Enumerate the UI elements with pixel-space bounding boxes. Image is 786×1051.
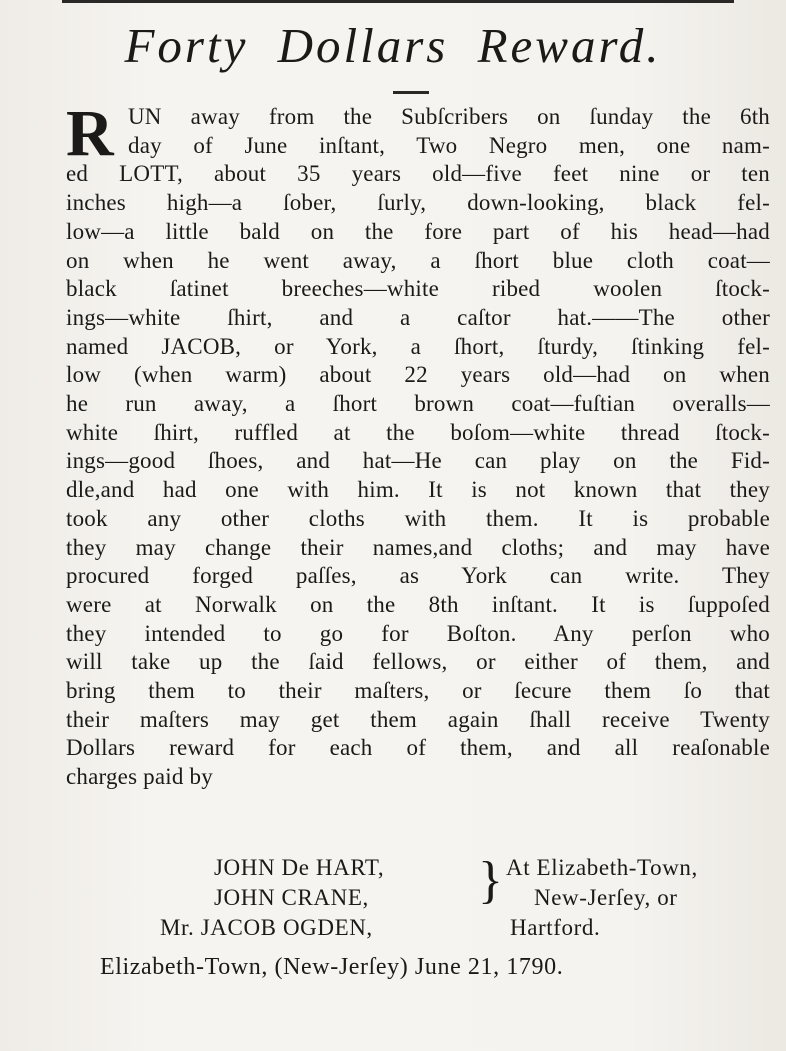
place-new-jersey: New-Jerſey, or bbox=[534, 885, 678, 910]
body-line: on when he went away, a ſhort blue cloth coat— bbox=[66, 247, 770, 273]
title-rule bbox=[393, 91, 429, 94]
body-line: black ſatinet breeches—white ribed woolen ſtock- bbox=[66, 276, 770, 302]
body-line: white ſhirt, ruffled at the boſom—white thread ſtock- bbox=[66, 419, 770, 445]
signer-ogden: Mr. JACOB OGDEN, bbox=[160, 915, 373, 940]
body-line: day of June inſtant, Two Negro men, one nam- bbox=[128, 132, 770, 158]
body-line: ings—good ſhoes, and hat—He can play on the Fid- bbox=[66, 448, 770, 474]
body-line: low (when warm) about 22 years old—had on when bbox=[66, 362, 770, 388]
signer-crane: JOHN CRANE, bbox=[214, 885, 369, 910]
body-line: dle,and had one with him. It is not known that they bbox=[66, 477, 770, 503]
body-line: ings—white ſhirt, and a caſtor hat.——The other bbox=[66, 304, 770, 330]
body-line: Dollars reward for each of them, and all reaſonable bbox=[66, 735, 770, 761]
body-line: inches high—a ſober, ſurly, down-looking, black fel- bbox=[66, 190, 770, 216]
body-line: low—a little bald on the fore part of his head—had bbox=[66, 218, 770, 244]
body-line: took any other cloths with them. It is probable bbox=[66, 505, 770, 531]
dateline: Elizabeth-Town, (New-Jerſey) June 21, 1790. bbox=[100, 954, 564, 980]
body-line: their maſters may get them again ſhall receive Twenty bbox=[66, 706, 770, 732]
signer-dehart: JOHN De HART, bbox=[214, 855, 385, 880]
place-hartford: Hartford. bbox=[510, 915, 601, 940]
body-line: he run away, a ſhort brown coat—fuſtian overalls— bbox=[66, 391, 770, 417]
body-line: they may change their names,and cloths; and may have bbox=[66, 534, 770, 560]
body-line: procured forged paſſes, as York can write. They bbox=[66, 563, 770, 589]
body-line: bring them to their maſters, or ſecure them ſo that bbox=[66, 678, 770, 704]
top-rule bbox=[62, 0, 734, 3]
drop-cap: R bbox=[66, 97, 114, 170]
body-line: they intended to go for Boſton. Any perſon who bbox=[66, 620, 770, 646]
place-elizabeth-town: At Elizabeth-Town, bbox=[506, 855, 698, 880]
body-line: were at Norwalk on the 8th inſtant. It is ſuppoſed bbox=[66, 591, 770, 617]
advert-body bbox=[66, 97, 770, 792]
body-line: UN away from the Subſcribers on ſunday the 6th bbox=[128, 104, 770, 129]
brace: } bbox=[478, 852, 503, 909]
body-line: charges paid by bbox=[66, 764, 213, 790]
advert-title: Forty Dollars Reward. bbox=[124, 18, 662, 73]
body-line: will take up the ſaid fellows, or either of them, and bbox=[66, 649, 770, 675]
body-line: ed LOTT, about 35 years old—five feet nine or ten bbox=[66, 161, 770, 187]
body-line: named JACOB, or York, a ſhort, ſturdy, ſtinking fel- bbox=[66, 333, 770, 359]
